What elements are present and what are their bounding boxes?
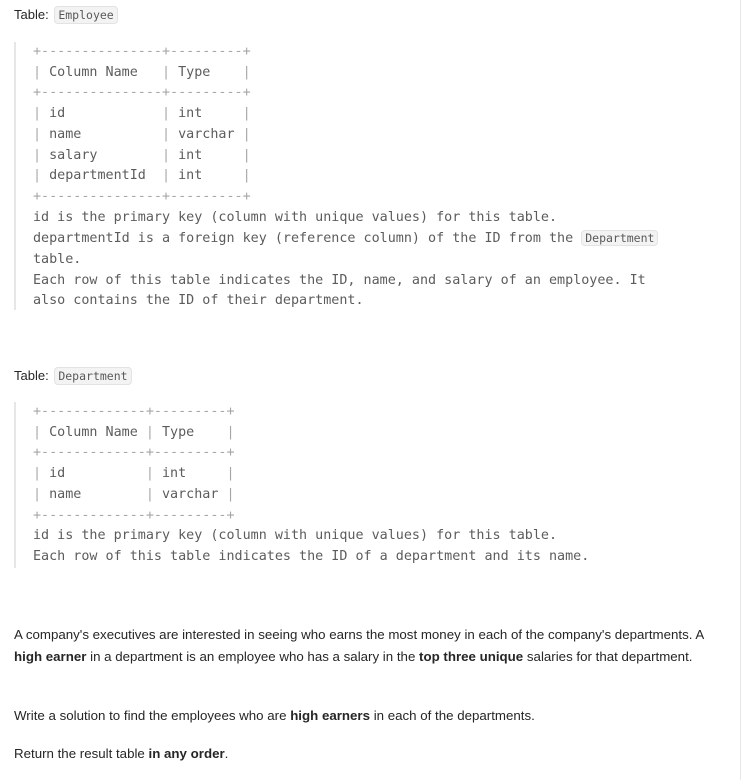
row-col2: int bbox=[178, 106, 203, 122]
employee-table-name: Employee bbox=[54, 6, 117, 24]
header-type: Type bbox=[162, 424, 195, 440]
table-border: +-------------+---------+ bbox=[33, 445, 235, 461]
row-col2: int bbox=[178, 147, 203, 163]
top-three-unique-term: top three unique bbox=[419, 648, 524, 664]
employee-schema-block: +---------------+---------+ | Column Name | Type | +---------------+---------+ | id | int | | name | varchar | | salary | int | | departmentId | int | +---------------+---------+ id is the primary key (column with unique values) for this table. departmentId is a foreign key (reference column) of the ID from the Department table. Each row of this table indicates the ID, name, and salary of an employee. It also contains the ID of their department. bbox=[14, 42, 658, 310]
department-table-label bbox=[14, 367, 132, 385]
table-border: +---------------+---------+ bbox=[33, 85, 251, 101]
row-col1: id bbox=[49, 466, 66, 482]
row-col1: departmentId bbox=[49, 168, 146, 184]
row-col2: int bbox=[162, 466, 187, 482]
any-order-term: in any order bbox=[148, 746, 225, 761]
schema-note: also contains the ID of their department. bbox=[33, 293, 364, 309]
employee-table-label bbox=[14, 6, 118, 24]
high-earner-term: high earner bbox=[14, 648, 87, 664]
table-border: +-------------+---------+ bbox=[33, 404, 235, 419]
row-col1: id bbox=[49, 106, 66, 122]
task-statement: Write a solution to find the employees who are high earners in each of the departments. bbox=[14, 708, 535, 723]
header-column-name: Column Name bbox=[49, 424, 138, 440]
row-col2: int bbox=[178, 168, 203, 184]
header-column-name: Column Name bbox=[49, 64, 138, 80]
schema-note: Each row of this table indicates the ID, name, and salary of an employee. It bbox=[33, 272, 646, 288]
schema-note: departmentId is a foreign key (reference column) of the ID from the bbox=[33, 231, 582, 247]
table-label-prefix: Table: bbox=[14, 7, 49, 22]
department-table-ref: Department bbox=[581, 230, 658, 246]
department-table-name: Department bbox=[54, 367, 131, 385]
schema-note: id is the primary key (column with unique values) for this table. bbox=[33, 528, 558, 544]
result-order-note: Return the result table in any order. bbox=[14, 746, 229, 761]
row-col2: varchar bbox=[178, 126, 235, 142]
row-col2: varchar bbox=[162, 486, 219, 502]
department-schema-block: +-------------+---------+ | Column Name | Type | +-------------+---------+ | id | int | | name | varchar | +-------------+---------+ id is the primary key (column with unique values) for this table. Each row of this table indicates the ID of a department and its name. bbox=[14, 402, 589, 568]
row-col1: name bbox=[49, 486, 82, 502]
table-label-prefix: Table: bbox=[14, 368, 49, 383]
table-border: +---------------+---------+ bbox=[33, 44, 251, 59]
schema-note: Each row of this table indicates the ID of a department and its name. bbox=[33, 548, 590, 564]
table-border: +-------------+---------+ bbox=[33, 507, 235, 523]
row-col1: name bbox=[49, 126, 82, 142]
problem-description: A company's executives are interested in seeing who earns the most money in each of the company's departments. A high earner in a department is an employee who has a salary in the top three unique salaries for that department. bbox=[14, 627, 704, 664]
header-type: Type bbox=[178, 64, 211, 80]
scrollbar-track[interactable] bbox=[740, 0, 741, 780]
schema-note: id is the primary key (column with unique values) for this table. bbox=[33, 209, 558, 225]
row-col1: salary bbox=[49, 147, 98, 163]
high-earners-term: high earners bbox=[290, 708, 370, 723]
table-border: +---------------+---------+ bbox=[33, 188, 251, 204]
schema-note: table. bbox=[33, 252, 82, 268]
